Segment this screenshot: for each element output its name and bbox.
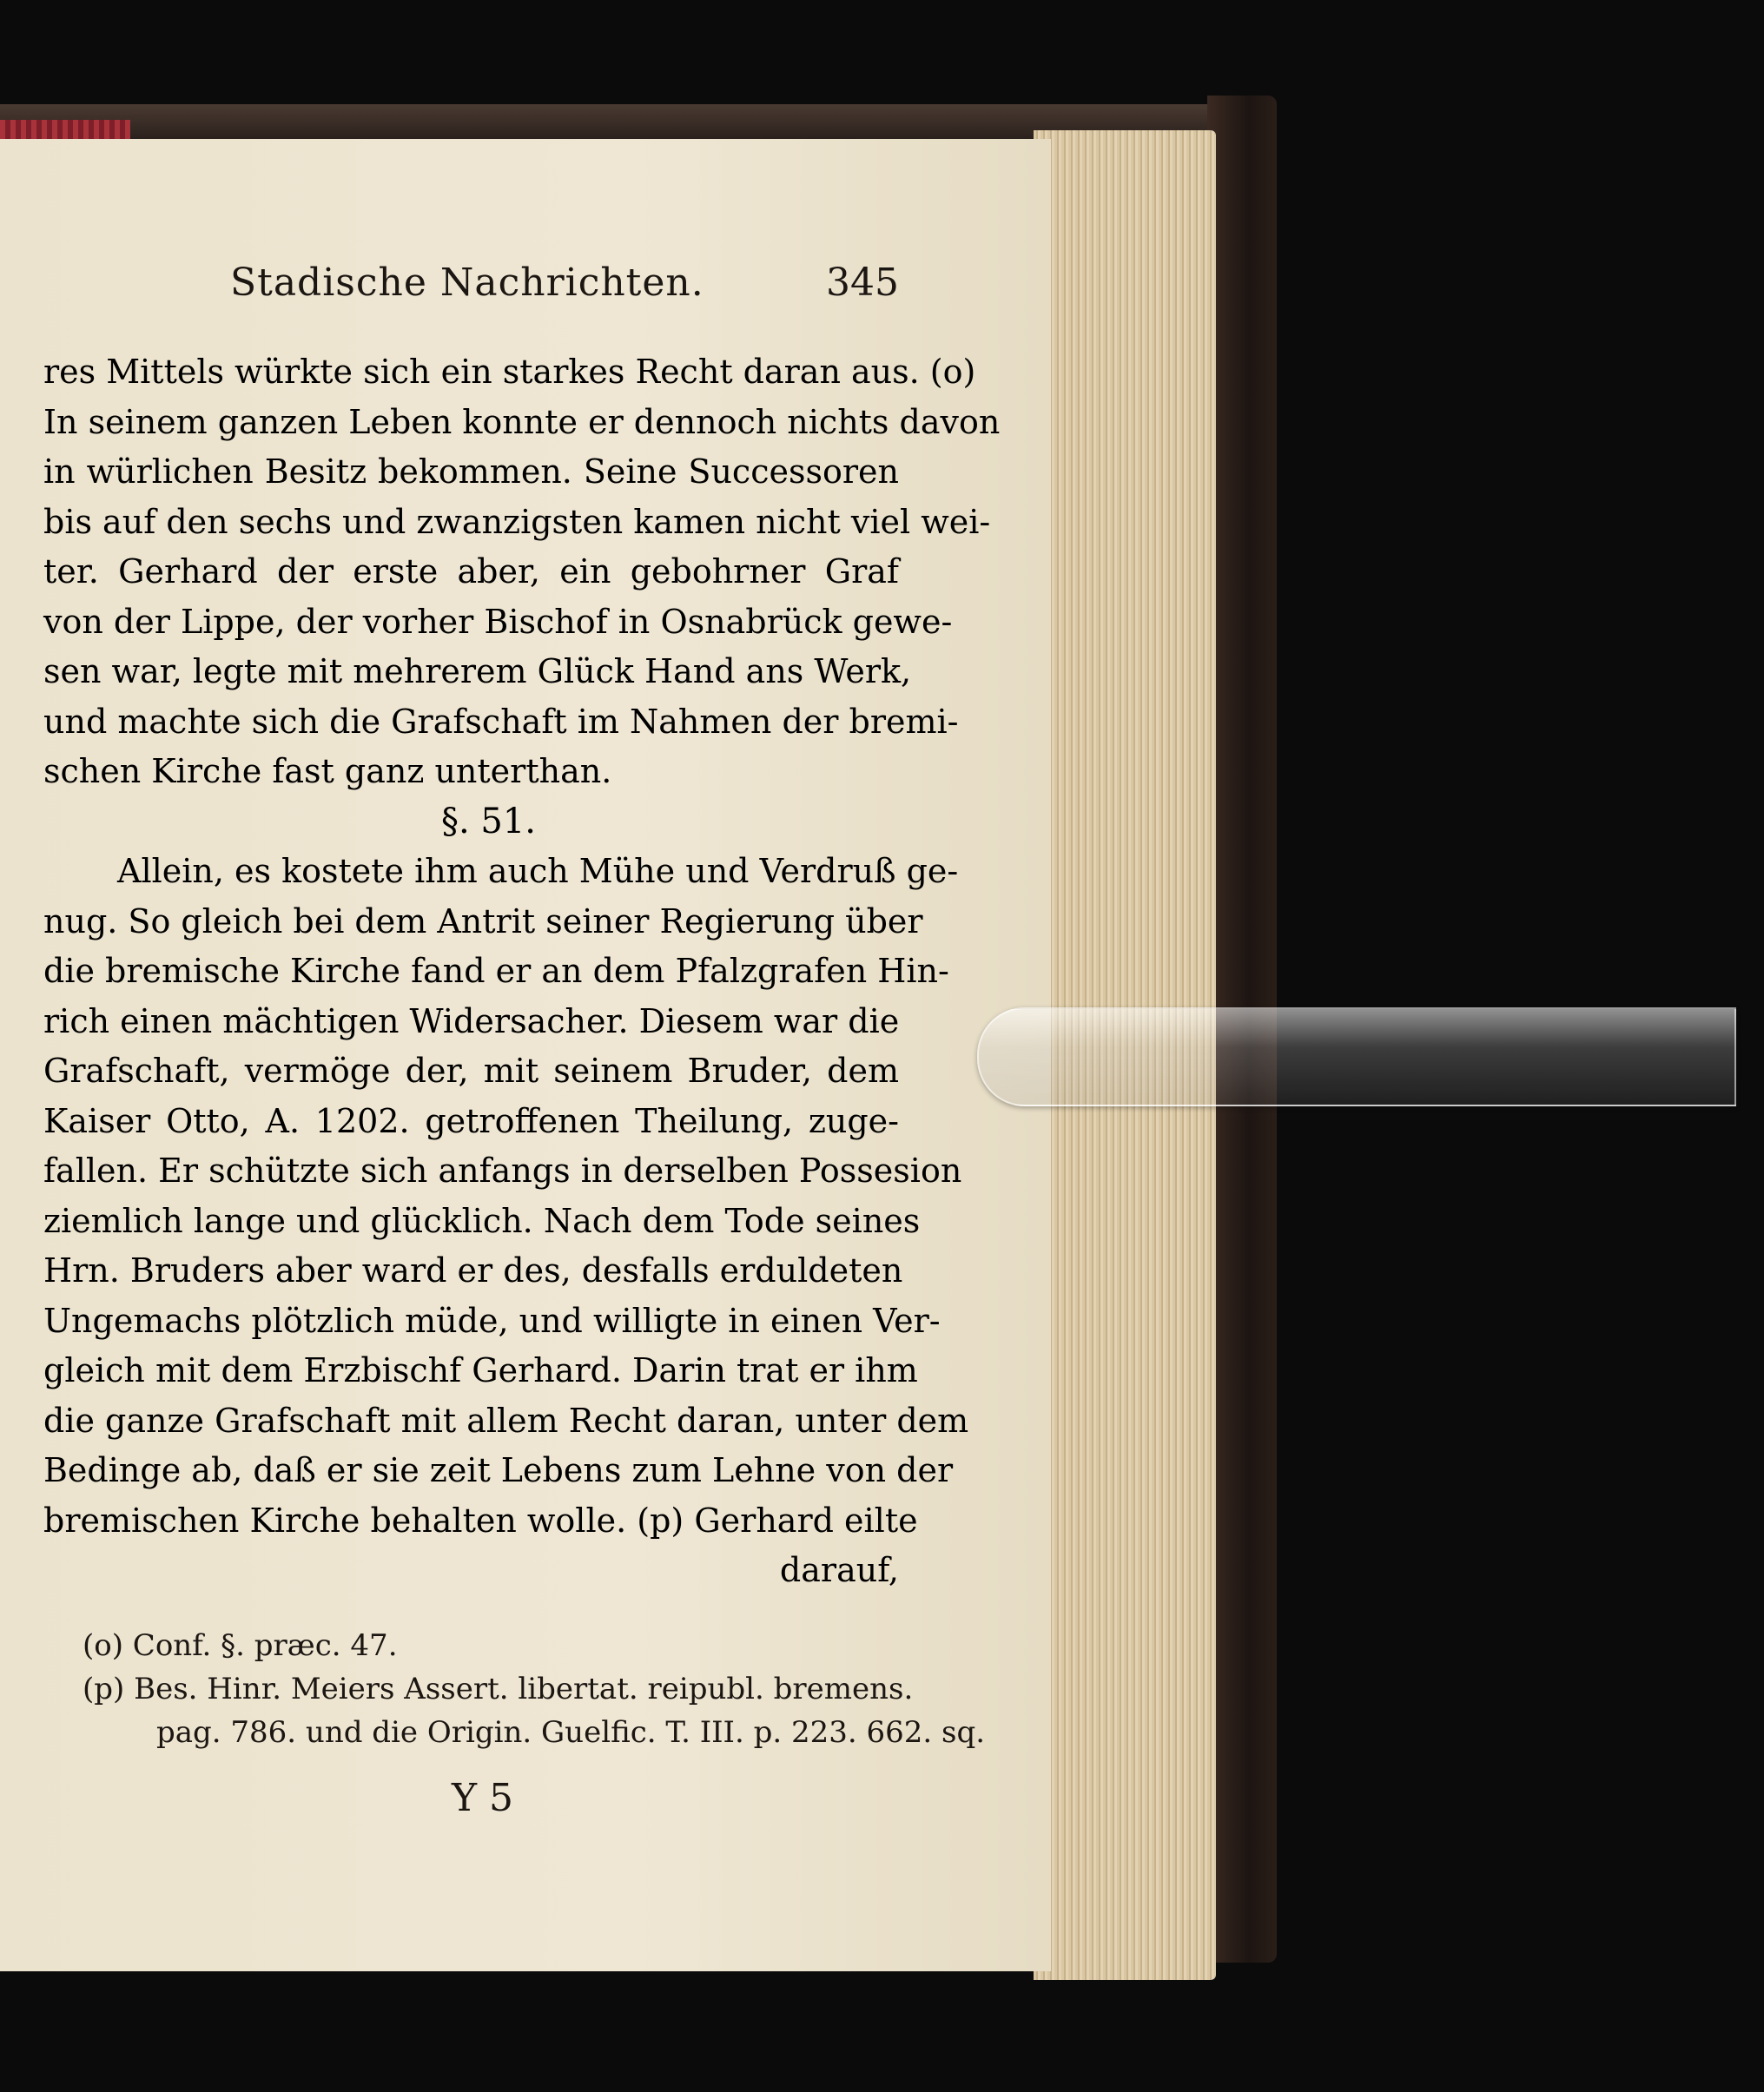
body-text [43, 347, 1001, 1596]
text-line: Ungemachs plötzlich müde, und willigte in einen Ver- [43, 1301, 941, 1340]
text-line: die bremische Kirche fand er an dem Pfalzgrafen Hin- [43, 952, 949, 990]
text-line: fallen. Er schützte sich anfangs in derselben Possesion [43, 1152, 962, 1190]
text-line: sen war, legte mit mehrerem Glück Hand ans Werk, [43, 652, 912, 690]
text-line: gleich mit dem Erzbischf Gerhard. Darin trat er ihm [43, 1351, 918, 1389]
footnote-p: (p) Bes. Hinr. Meiers Assert. libertat. reipubl. bremens. [83, 1672, 914, 1706]
text-line: Kaiser Otto, A. 1202. getroffenen Theilung, zuge- [43, 1101, 899, 1140]
text-line: ziemlich lange und glücklich. Nach dem Tode seines [43, 1201, 921, 1240]
text-line: Hrn. Bruders aber ward er des, desfalls erduldeten [43, 1251, 903, 1290]
text-line: und machte sich die Grafschaft im Nahmen der bremi- [43, 702, 959, 741]
text-line: schen Kirche fast ganz unterthan. [43, 752, 612, 790]
catchword: darauf, [779, 1551, 899, 1589]
footnotes [83, 1624, 986, 1754]
text-line: die ganze Grafschaft mit allem Recht daran, unter dem [43, 1401, 969, 1440]
text-line: Bedinge ab, daß er sie zeit Lebens zum Lehne von der [43, 1451, 954, 1489]
glass-bookmark [977, 1007, 1736, 1106]
footnote-p-continued: pag. 786. und die Origin. Guelfic. T. III. p. 223. 662. sq. [156, 1715, 986, 1750]
running-title: Stadische Nachrichten. [230, 261, 704, 305]
text-line: in würlichen Besitz bekommen. Seine Successoren [43, 452, 899, 491]
text-line: res Mittels würkte sich ein starkes Recht daran aus. (o) [43, 353, 976, 391]
text-line: von der Lippe, der vorher Bischof in Osnabrück gewe- [43, 602, 953, 641]
signature-mark: Y 5 [452, 1776, 514, 1820]
footnote-o: (o) Conf. §. præc. 47. [83, 1628, 398, 1663]
text-line: In seinem ganzen Leben konnte er dennoch nichts davon [43, 402, 1001, 441]
section-heading: §. 51. [440, 801, 537, 841]
text-line: ter. Gerhard der erste aber, ein gebohrner Graf [43, 552, 899, 591]
text-line: nug. So gleich bei dem Antrit seiner Regierung über [43, 901, 923, 940]
text-line: bremischen Kirche behalten wolle. (p) Gerhard eilte [43, 1501, 918, 1540]
running-head [230, 261, 899, 313]
text-line: bis auf den sechs und zwanzigsten kamen nicht viel wei- [43, 502, 991, 541]
text-line: Allein, es kostete ihm auch Mühe und Verdruß ge- [117, 852, 959, 890]
text-line: Grafschaft, vermöge der, mit seinem Bruder, dem [43, 1052, 899, 1090]
page-number: 345 [826, 261, 899, 305]
text-line: rich einen mächtigen Widersacher. Diesem war die [43, 1001, 900, 1040]
